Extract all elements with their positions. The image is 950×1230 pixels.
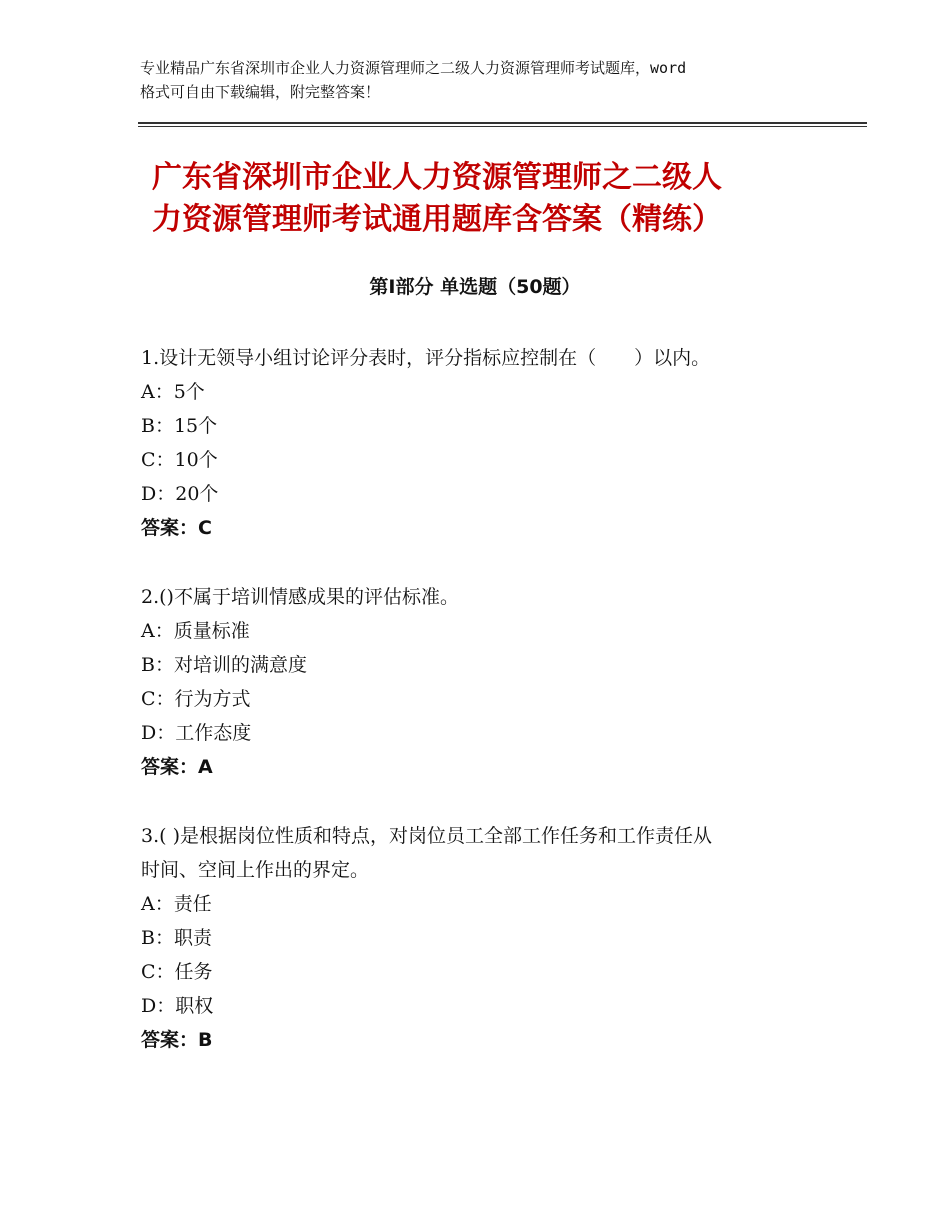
option-a: A：5个 xyxy=(141,381,205,403)
question-2 xyxy=(141,580,841,784)
answer-value: B xyxy=(198,1029,213,1051)
option-c: C：行为方式 xyxy=(141,688,251,710)
header-note-line: 专业精品广东省深圳市企业人力资源管理师之二级人力资源管理师考试题库，word xyxy=(140,59,687,77)
option-b: B：对培训的满意度 xyxy=(141,654,307,676)
option-a: A：责任 xyxy=(141,893,212,915)
option-a: A：质量标准 xyxy=(141,620,250,642)
option-d: D：20个 xyxy=(141,483,219,505)
header-divider xyxy=(138,122,867,124)
option-b: B：职责 xyxy=(141,927,212,949)
option-c: C：10个 xyxy=(141,449,218,471)
question-stem: 2.()不属于培训情感成果的评估标准。 xyxy=(141,586,459,608)
title-line: 广东省深圳市企业人力资源管理师之二级人 xyxy=(152,160,722,195)
header-divider xyxy=(138,126,867,127)
option-d: D：职权 xyxy=(141,995,214,1017)
answer-label: 答案： xyxy=(141,756,199,778)
question-stem: 1.设计无领导小组讨论评分表时，评分指标应控制在（ ）以内。 xyxy=(141,347,711,369)
section-heading: 第Ⅰ部分 单选题（50题） xyxy=(369,276,581,298)
question-3 xyxy=(141,819,841,1057)
answer-value: A xyxy=(198,756,213,778)
document-title xyxy=(152,157,852,241)
answer xyxy=(141,1023,841,1057)
question-1 xyxy=(141,341,841,545)
answer xyxy=(141,750,841,784)
header-note xyxy=(140,56,830,104)
option-b: B：15个 xyxy=(141,415,218,437)
answer-label: 答案： xyxy=(141,1029,199,1051)
question-stem: 时间、空间上作出的界定。 xyxy=(141,859,370,881)
option-c: C：任务 xyxy=(141,961,213,983)
header-note-line: 格式可自由下载编辑，附完整答案！ xyxy=(140,83,381,101)
title-line: 力资源管理师考试通用题库含答案（精练） xyxy=(152,202,722,237)
option-d: D：工作态度 xyxy=(141,722,252,744)
answer-label: 答案： xyxy=(141,517,199,539)
question-stem: 3.( )是根据岗位性质和特点，对岗位员工全部工作任务和工作责任从 xyxy=(141,825,712,847)
answer-value: C xyxy=(198,517,212,539)
answer xyxy=(141,511,841,545)
